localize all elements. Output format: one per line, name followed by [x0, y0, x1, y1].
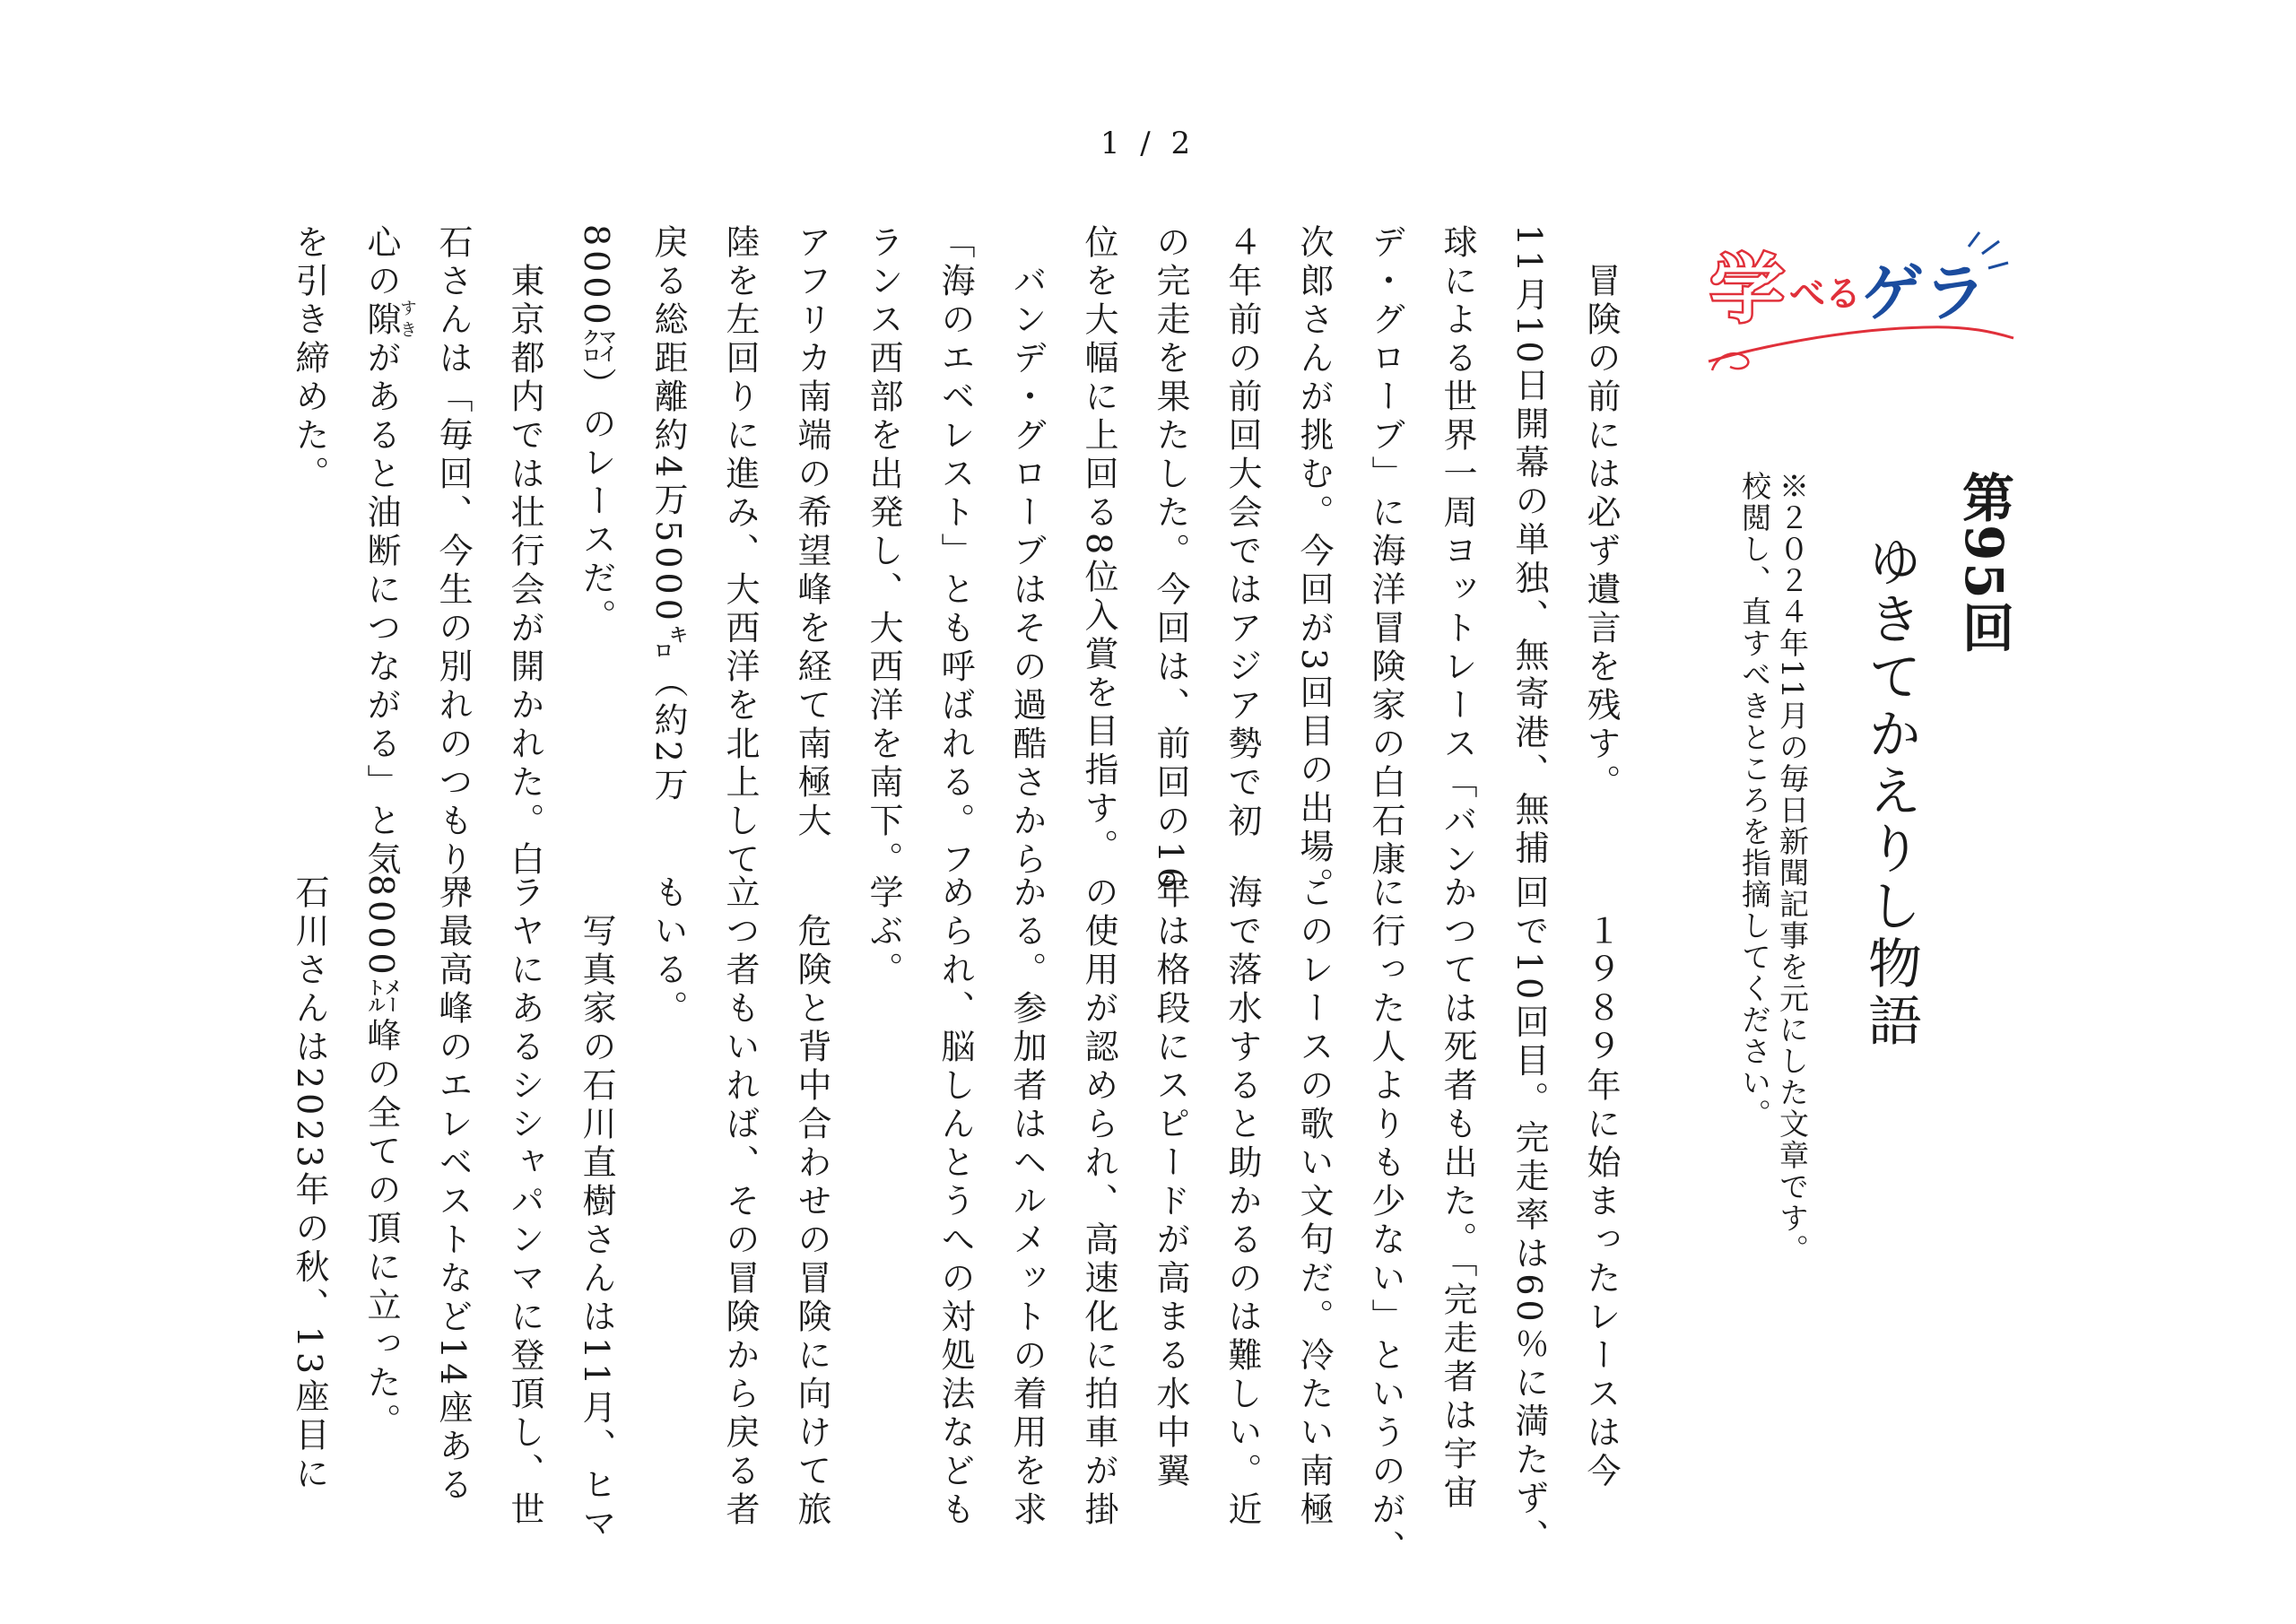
body-line: 11月10日開幕の単独、無寄港、無捕	[1509, 224, 1549, 869]
body-line: の完走を果たした。今回は、前回の16	[1151, 224, 1190, 894]
body-line: 東京都内では壮行会が開かれた。白	[505, 224, 544, 880]
body-line: 危険と背中合わせの冒険に向けて旅	[792, 874, 831, 1530]
issue-number: 第95回	[1953, 471, 2014, 655]
body-line: アフリカ南端の希望峰を経て南極大	[792, 224, 831, 841]
article-body-lower	[274, 874, 1637, 1568]
note-line: ※２０２４年11月の毎日新聞記事を元にした文章です。	[1775, 471, 1810, 1265]
body-line: 界最高峰のエレベストなど14座ある	[433, 874, 473, 1506]
body-line: 写真家の石川直樹さんは11月、ヒマ	[577, 874, 616, 1544]
body-line: 8000㍃）のレースだ。	[577, 224, 616, 638]
body-line: 冒険の前には必ず遺言を残す。	[1581, 224, 1621, 803]
body-line: 海で落水すると助かるのは難しい。近	[1222, 874, 1262, 1530]
body-line: ラヤにあるシシャパンマに登頂し、世	[505, 874, 544, 1530]
body-line: 次郎さんが挑む。今回が3回目の出場。	[1294, 224, 1334, 907]
instruction-note	[1735, 471, 1811, 1265]
logo-mark-manabu: 学	[1710, 248, 1785, 333]
note-line: 校閲し、直すべきところを指摘してください。	[1737, 471, 1772, 1130]
body-line: 石川さんは2023年の秋、13座目に	[290, 874, 329, 1495]
body-line: 回で10回目。完走率は60％に満たず、	[1509, 874, 1549, 1558]
body-line: もいる。	[648, 874, 688, 1029]
body-line: 学ぶ。	[864, 874, 903, 990]
body-line: かる。参加者はヘルメットの着用を求	[1007, 874, 1047, 1530]
body-line-with-ruby: 心の隙すきがあると油断につながる」と気	[361, 224, 417, 880]
body-line: に行った人よりも少ない」というのが、	[1366, 874, 1405, 1568]
body-line: 戻る総距離約4万5000㌔（約2万	[648, 224, 688, 806]
body-line: バンデ・グローブはその過酷さから	[1007, 224, 1047, 880]
body-line: 立つ者もいれば、その冒険から戻る者	[720, 874, 760, 1530]
article-body-upper	[274, 224, 1637, 918]
ruby-reading: すき	[397, 299, 417, 343]
article-title: ゆきてかえりし物語	[1859, 534, 1922, 1050]
body-line: デ・グローブ」に海洋冒険家の白石康	[1366, 224, 1405, 880]
body-line: 石さんは「毎回、今生の別れのつもり。	[433, 224, 473, 918]
body-line: かつては死者も出た。「完走者は宇宙	[1438, 874, 1477, 1513]
body-line: 位を大幅に上回る8位入賞を目指す。	[1079, 224, 1118, 868]
body-line: ランス西部を出発し、大西洋を南下。	[864, 224, 903, 880]
logo-mark-beru: べる	[1789, 274, 1861, 315]
body-line: このレースの歌い文句だ。冷たい南極	[1294, 874, 1334, 1530]
body-line: １９８９年に始まったレースは今	[1581, 874, 1621, 1491]
body-line: 球による世界一周ヨットレース「バン	[1438, 224, 1477, 880]
logo-mark-gera: ゲラ	[1861, 256, 1987, 330]
body-line: 陸を左回りに進み、大西洋を北上して	[720, 224, 760, 880]
body-line: を引き締めた。	[290, 224, 329, 494]
manaberu-gera-logo	[1700, 229, 2022, 386]
page-number: 1 / 2	[1100, 126, 1196, 161]
ruby-word: 隙すき	[361, 299, 417, 343]
body-line: 「海のエベレスト」とも呼ばれる。フ	[935, 224, 975, 880]
body-line: の使用が認められ、高速化に拍車が掛	[1079, 874, 1118, 1530]
body-line: 8000㍍峰の全ての頂に立った。	[361, 874, 401, 1442]
body-line: ４年前の前回大会ではアジア勢で初	[1222, 224, 1262, 841]
body-line: められ、脳しんとうへの対処法なども	[935, 874, 975, 1530]
body-line: 年は格段にスピードが高まる水中翼	[1151, 874, 1190, 1491]
